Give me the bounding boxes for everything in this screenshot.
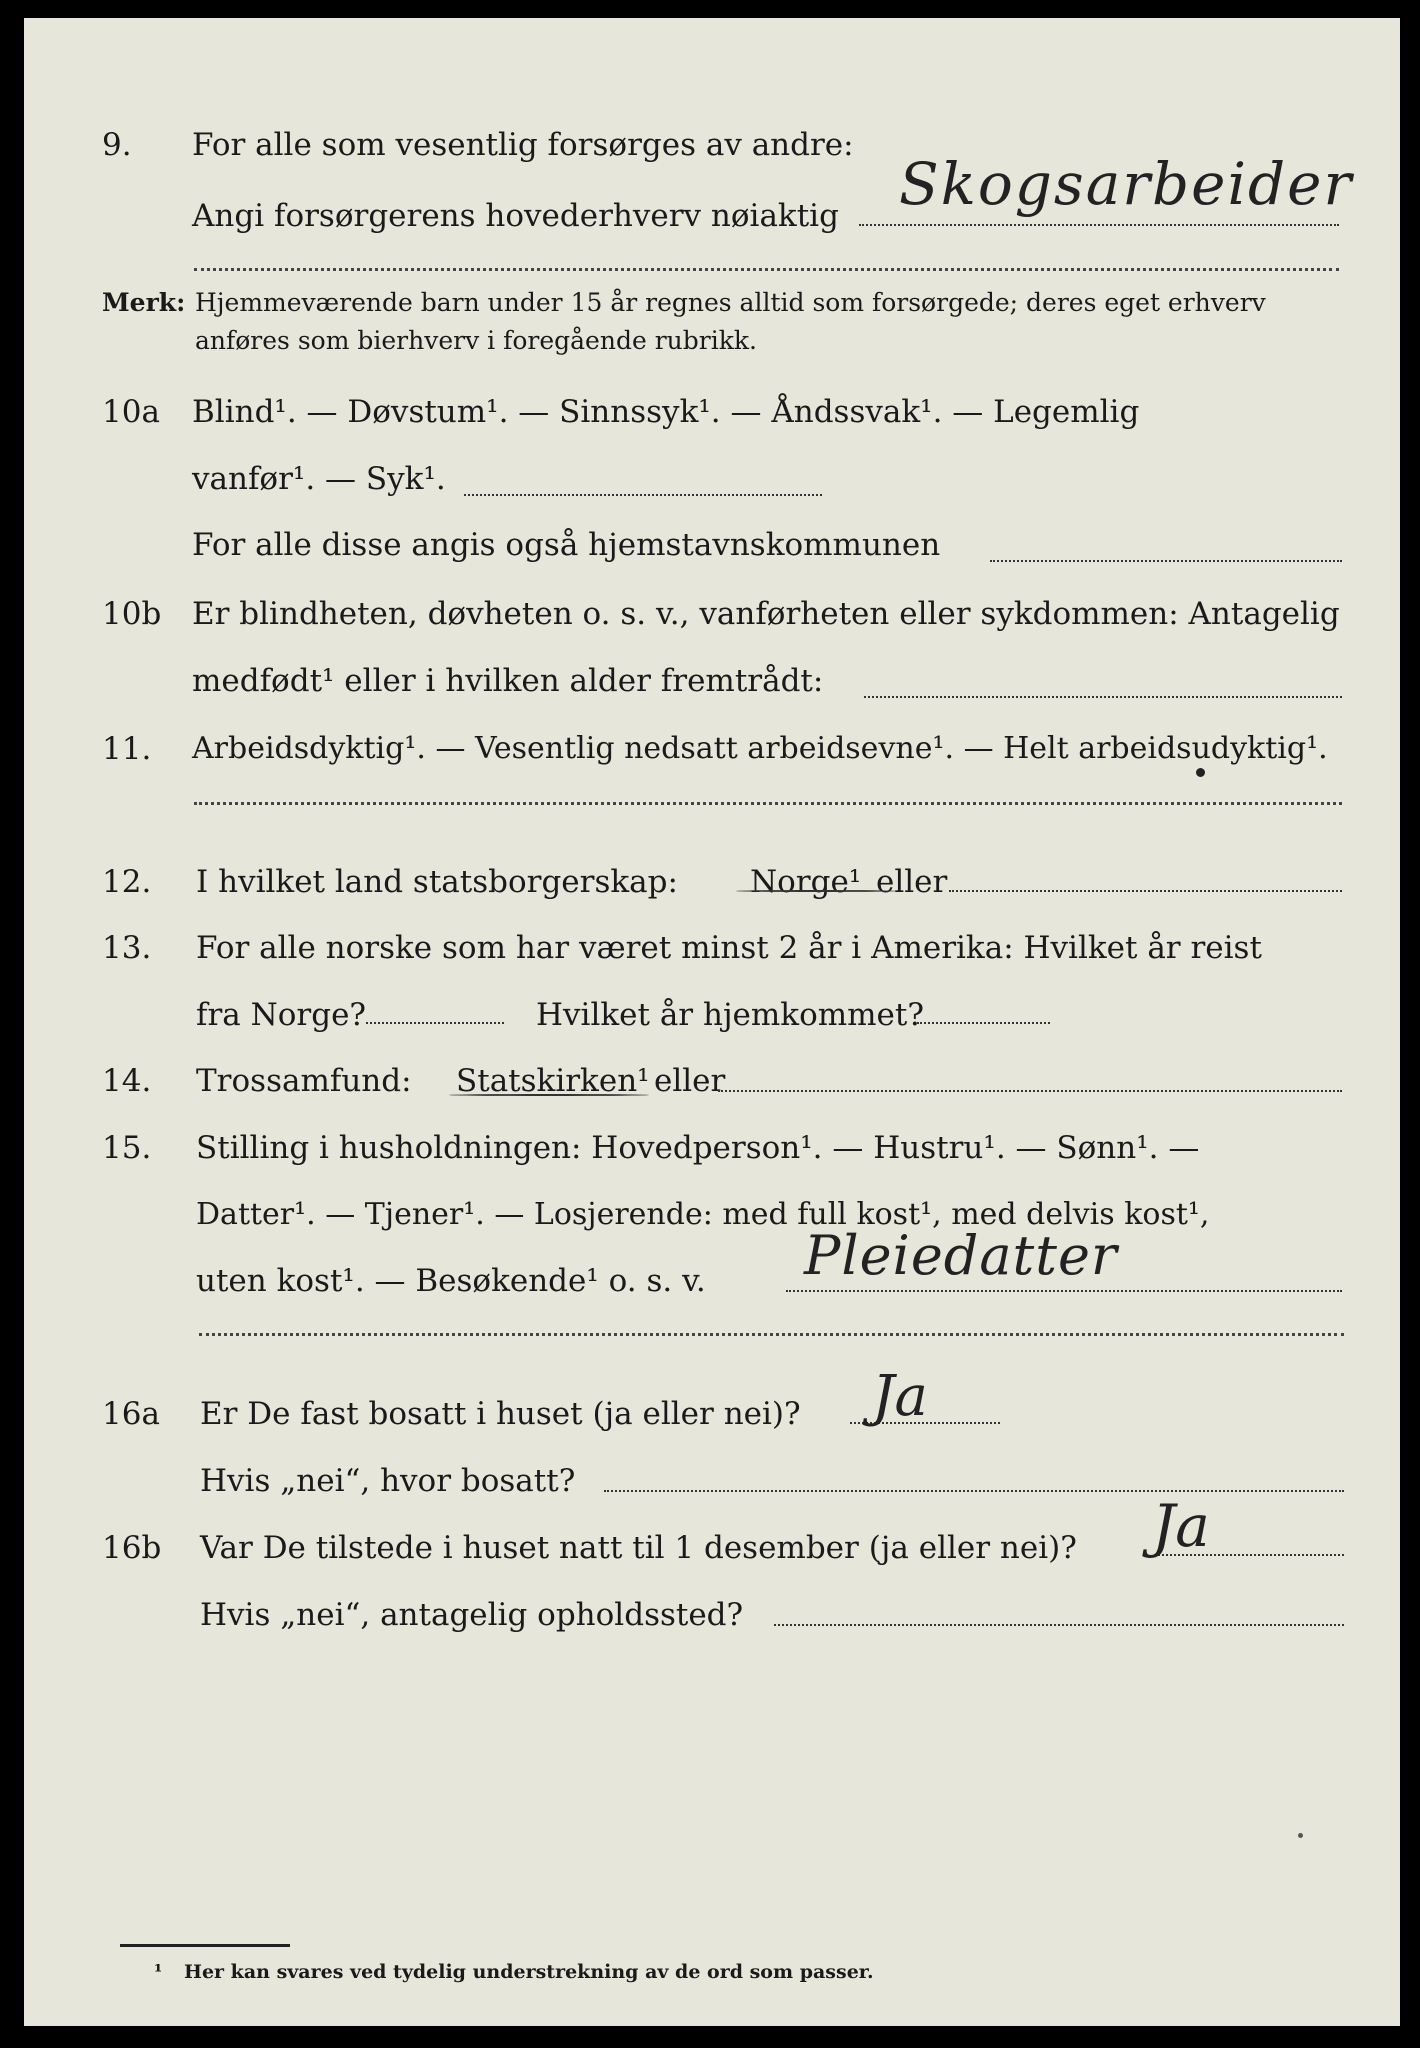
question-text: medfødt¹ eller i hvilken alder fremtrådt:	[192, 663, 824, 699]
question-text: Stilling i husholdningen: Hovedperson¹. — Hustru¹. — Sønn¹. —	[196, 1130, 1200, 1166]
question-text: Trossamfund:	[196, 1063, 412, 1099]
question-16a	[24, 1384, 1400, 1444]
ink-dot	[1196, 768, 1205, 777]
question-12	[24, 852, 1400, 912]
census-form-page	[24, 18, 1400, 2026]
footnote-mark: ¹	[154, 1961, 163, 1983]
question-15-line-3	[24, 1251, 1400, 1311]
question-15	[24, 1118, 1400, 1178]
question-text: Hvis „nei“, hvor bosatt?	[200, 1463, 576, 1499]
option-norge: Norge¹	[750, 864, 862, 900]
answer-line	[990, 560, 1342, 562]
footnote-text: Her kan svares ved tydelig understrekning av de ord som passer.	[184, 1961, 874, 1983]
question-14	[24, 1051, 1400, 1111]
footnote-rule	[120, 1944, 290, 1947]
question-number: 16a	[102, 1396, 160, 1432]
handwritten-answer: Skogsarbeider	[899, 150, 1354, 218]
question-text: Er De fast bosatt i huset (ja eller nei)?	[200, 1396, 801, 1432]
answer-line	[604, 1490, 1344, 1492]
underline-mark	[449, 1094, 649, 1096]
option-eller: eller	[876, 864, 948, 900]
question-10a-line-2	[24, 449, 1400, 509]
answer-line	[786, 1290, 1342, 1292]
question-text: fra Norge?	[196, 997, 367, 1033]
option-statskirken: Statskirken¹	[456, 1063, 650, 1099]
question-10b-line-2	[24, 651, 1400, 711]
question-text: I hvilket land statsborgerskap:	[196, 864, 678, 900]
answer-line	[864, 696, 1342, 698]
question-text: Blind¹. — Døvstum¹. — Sinnssyk¹. — Åndssvak¹. — Legemlig	[192, 394, 1140, 430]
question-text: For alle norske som har været minst 2 år i Amerika: Hvilket år reist	[196, 930, 1262, 966]
question-number: 14.	[102, 1063, 152, 1099]
answer-line	[194, 802, 1342, 805]
answer-line	[199, 1333, 1344, 1336]
question-10a-line-3	[24, 515, 1400, 575]
underline-mark	[736, 890, 896, 892]
handwritten-answer: Pleiedatter	[804, 1224, 1118, 1287]
question-number: 13.	[102, 930, 152, 966]
handwritten-answer: Ja	[872, 1364, 928, 1429]
question-number: 10a	[102, 394, 160, 430]
note-text: anføres som bierhverv i foregående rubrikk.	[195, 326, 757, 355]
question-number: 11.	[102, 731, 152, 767]
question-text: Er blindheten, døvheten o. s. v., vanførheten eller sykdommen: Antagelig	[192, 596, 1340, 632]
question-text: Var De tilstede i huset natt til 1 desember (ja eller nei)?	[200, 1530, 1077, 1566]
answer-line	[464, 494, 822, 496]
question-number: 10b	[102, 596, 162, 632]
question-13-line-2	[24, 985, 1400, 1045]
question-text: For alle som vesentlig forsørges av andre:	[192, 127, 854, 163]
question-text: Hvilket år hjemkommet?	[536, 997, 924, 1033]
question-number: 15.	[102, 1130, 152, 1166]
option-eller: eller	[654, 1063, 726, 1099]
note-text: Hjemmeværende barn under 15 år regnes alltid som forsørgede; deres eget erhverv	[195, 288, 1266, 317]
ink-dot	[1298, 1833, 1303, 1838]
question-text: uten kost¹. — Besøkende¹ o. s. v.	[196, 1263, 706, 1299]
answer-line	[366, 1022, 504, 1024]
question-text: Arbeidsdyktig¹. — Vesentlig nedsatt arbeidsevne¹. — Helt arbeidsudyktig¹.	[192, 731, 1328, 766]
answer-line	[859, 224, 1339, 226]
answer-line	[917, 1022, 1050, 1024]
question-text: Angi forsørgerens hovederhverv nøiaktig	[192, 198, 839, 234]
question-10b	[24, 584, 1400, 644]
question-text: vanfør¹. — Syk¹.	[192, 461, 446, 497]
answer-line	[718, 1090, 1342, 1092]
handwritten-answer: Ja	[1152, 1492, 1210, 1560]
divider	[194, 268, 1339, 271]
question-text: For alle disse angis også hjemstavnskommunen	[192, 527, 941, 563]
question-number: 12.	[102, 864, 152, 900]
note-label: Merk:	[102, 288, 186, 317]
question-11	[24, 719, 1400, 779]
question-text: Hvis „nei“, antagelig opholdssted?	[200, 1597, 744, 1633]
question-13	[24, 918, 1400, 978]
answer-line	[774, 1624, 1344, 1626]
answer-line	[949, 890, 1342, 892]
question-number: 9.	[102, 127, 132, 163]
question-number: 16b	[102, 1530, 162, 1566]
question-10a	[24, 382, 1400, 442]
question-text: Datter¹. — Tjener¹. — Losjerende: med full kost¹, med delvis kost¹,	[196, 1197, 1210, 1232]
question-16b-line-2	[24, 1585, 1400, 1645]
question-15-line-2	[24, 1185, 1400, 1245]
